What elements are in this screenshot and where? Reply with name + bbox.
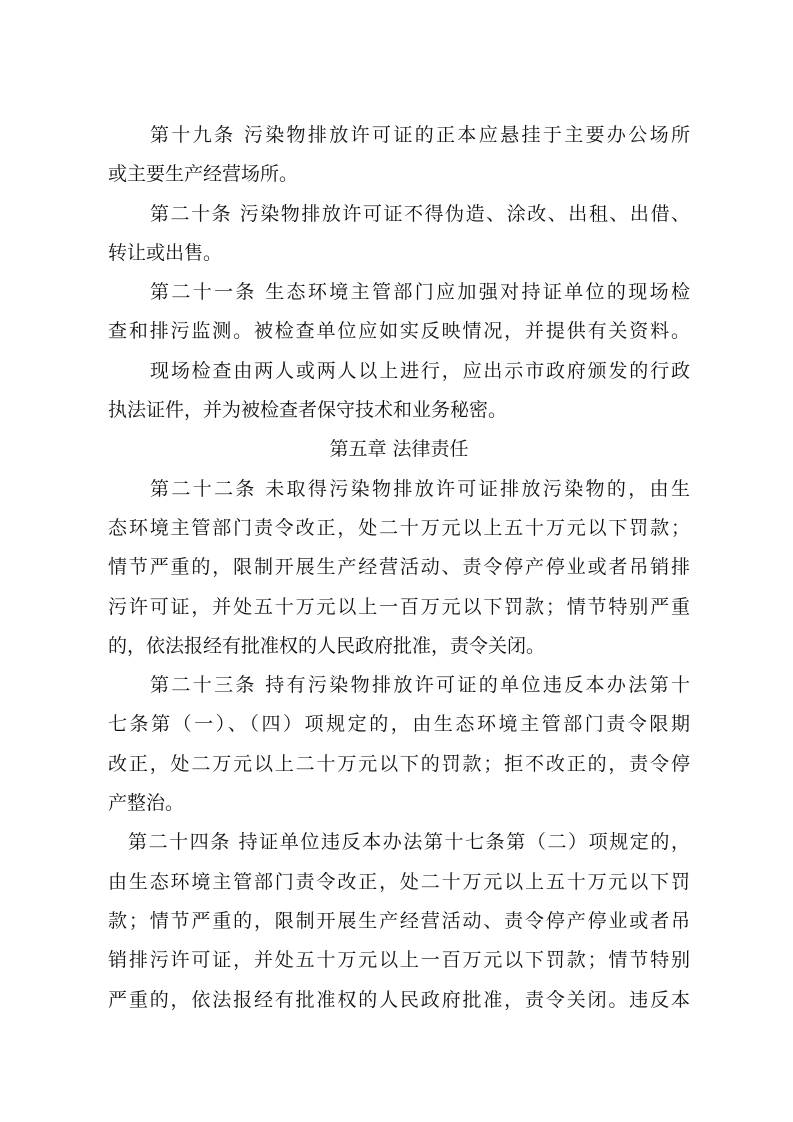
article-22-line-1: 第二十二条 未取得污染物排放许可证排放污染物的，由生 (150, 477, 690, 500)
article-23-line-1: 第二十三条 持有污染物排放许可证的单位违反本办法第十 (150, 674, 690, 697)
article-20-line-1: 第二十条 污染物排放许可证不得伪造、涂改、出租、出借、 (150, 202, 690, 225)
article-24-line-5: 严重的，依法报经有批准权的人民政府批准，责令关闭。违反本 (108, 988, 690, 1011)
article-20-line-2: 转让或出售。 (108, 241, 223, 264)
article-22-line-5: 的，依法报经有批准权的人民政府批准，责令关闭。 (108, 634, 546, 657)
article-22-line-3: 情节严重的，限制开展生产经营活动、责令停产停业或者吊销排 (108, 556, 690, 579)
article-23-line-4: 产整治。 (108, 792, 185, 815)
article-24-line-2: 由生态环境主管部门责令改正，处二十万元以上五十万元以下罚 (108, 870, 690, 893)
article-21-line-1: 第二十一条 生态环境主管部门应加强对持证单位的现场检 (150, 281, 690, 304)
article-24-line-3: 款；情节严重的，限制开展生产经营活动、责令停产停业或者吊 (108, 909, 690, 932)
chapter-heading: 第五章 法律责任 (329, 438, 469, 461)
article-23-line-3: 改正，处二万元以上二十万元以下的罚款；拒不改正的，责令停 (108, 752, 690, 775)
article-19-line-2: 或主要生产经营场所。 (108, 163, 299, 186)
article-21-para2-line-2: 执法证件，并为被检查者保守技术和业务秘密。 (108, 399, 508, 422)
article-24-line-1: 第二十四条 持证单位违反本办法第十七条第（二）项规定的， (128, 831, 690, 854)
document-page (108, 116, 690, 1020)
article-19-line-1: 第十九条 污染物排放许可证的正本应悬挂于主要办公场所 (150, 124, 690, 146)
article-22-line-4: 污许可证，并处五十万元以上一百万元以下罚款；情节特别严重 (108, 595, 690, 618)
article-24-line-4: 销排污许可证，并处五十万元以上一百万元以下罚款；情节特别 (108, 949, 690, 972)
article-22-line-2: 态环境主管部门责令改正，处二十万元以上五十万元以下罚款； (108, 516, 690, 539)
article-21-line-2: 查和排污监测。被检查单位应如实反映情况，并提供有关资料。 (108, 320, 690, 343)
article-23-line-2: 七条第（一）、（四）项规定的，由生态环境主管部门责令限期 (108, 713, 690, 736)
article-21-para2-line-1: 现场检查由两人或两人以上进行，应出示市政府颁发的行政 (150, 359, 690, 382)
